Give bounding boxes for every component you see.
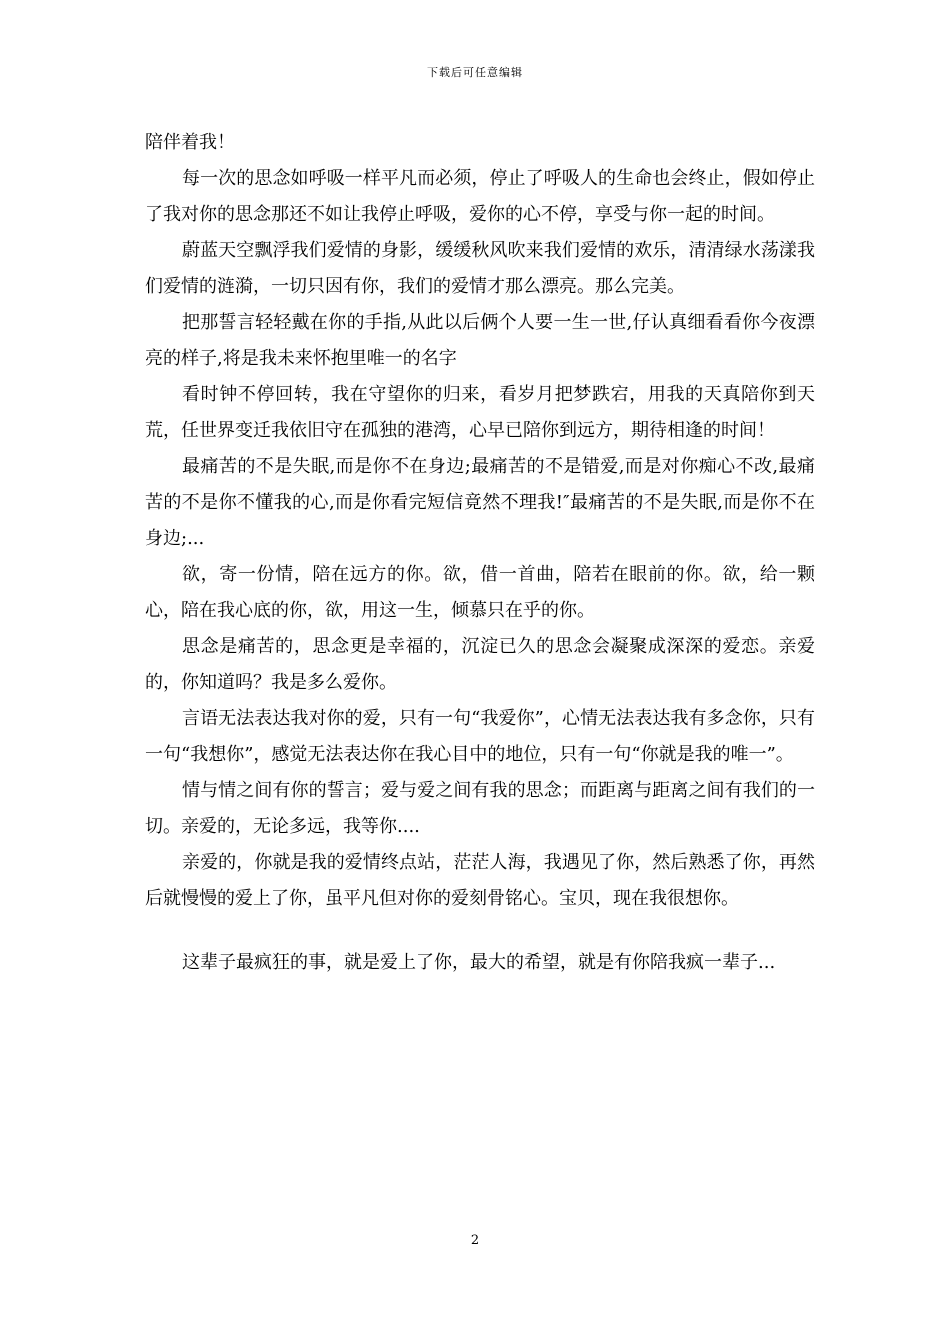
paragraph-3: 蔚蓝天空飘浮我们爱情的身影，缓缓秋风吹来我们爱情的欢乐，清清绿水荡漾我们爱情的涟漪，一切只因有你，我们的爱情才那么漂亮。那么完美。: [145, 240, 815, 297]
paragraph-6: 最痛苦的不是失眠,而是你不在身边;最痛苦的不是错爱,而是对你痴心不改,最痛苦的不是你不懂我的心,而是你看完短信竟然不理我!″最痛苦的不是失眠,而是你不在身边;...: [145, 456, 815, 549]
paragraph-4: 把那誓言轻轻戴在你的手指,从此以后俩个人要一生一世,仔认真细看看你今夜漂亮的样子,将是我未来怀抱里唯一的名字: [145, 312, 815, 369]
paragraph-8: 思念是痛苦的，思念更是幸福的，沉淀已久的思念会凝聚成深深的爱恋。亲爱的，你知道吗？我是多么爱你。: [145, 636, 815, 693]
document-body: [145, 125, 815, 981]
paragraph-12: 这辈子最疯狂的事，就是爱上了你，最大的希望，就是有你陪我疯一辈子...: [182, 952, 776, 973]
page-number: 2: [470, 1233, 480, 1248]
paragraph-2: 每一次的思念如呼吸一样平凡而必须，停止了呼吸人的生命也会终止，假如停止了我对你的思念那还不如让我停止呼吸，爱你的心不停，享受与你一起的时间。: [145, 168, 815, 225]
paragraph-1: 陪伴着我！: [145, 132, 235, 153]
paragraph-11: 亲爱的，你就是我的爱情终点站，茫茫人海，我遇见了你，然后熟悉了你，再然后就慢慢的爱上了你，虽平凡但对你的爱刻骨铭心。宝贝，现在我很想你。: [145, 852, 815, 909]
paragraph-7: 欲，寄一份情，陪在远方的你。欲，借一首曲，陪若在眼前的你。欲，给一颗心，陪在我心底的你，欲，用这一生，倾慕只在乎的你。: [145, 564, 815, 621]
paragraph-spacer: [145, 917, 815, 945]
paragraph-9: 言语无法表达我对你的爱，只有一句“我爱你”，心情无法表达我有多念你，只有一句“我想你”，感觉无法表达你在我心目中的地位，只有一句“你就是我的唯一”。: [145, 708, 815, 765]
page-header: 下载后可任意编辑: [427, 66, 523, 79]
paragraph-10: 情与情之间有你的誓言；爱与爱之间有我的思念；而距离与距离之间有我们的一切。亲爱的，无论多远，我等你....: [145, 780, 815, 837]
paragraph-5: 看时钟不停回转，我在守望你的归来，看岁月把梦跌宕，用我的天真陪你到天荒，任世界变迁我依旧守在孤独的港湾，心早已陪你到远方，期待相逢的时间！: [145, 384, 815, 441]
